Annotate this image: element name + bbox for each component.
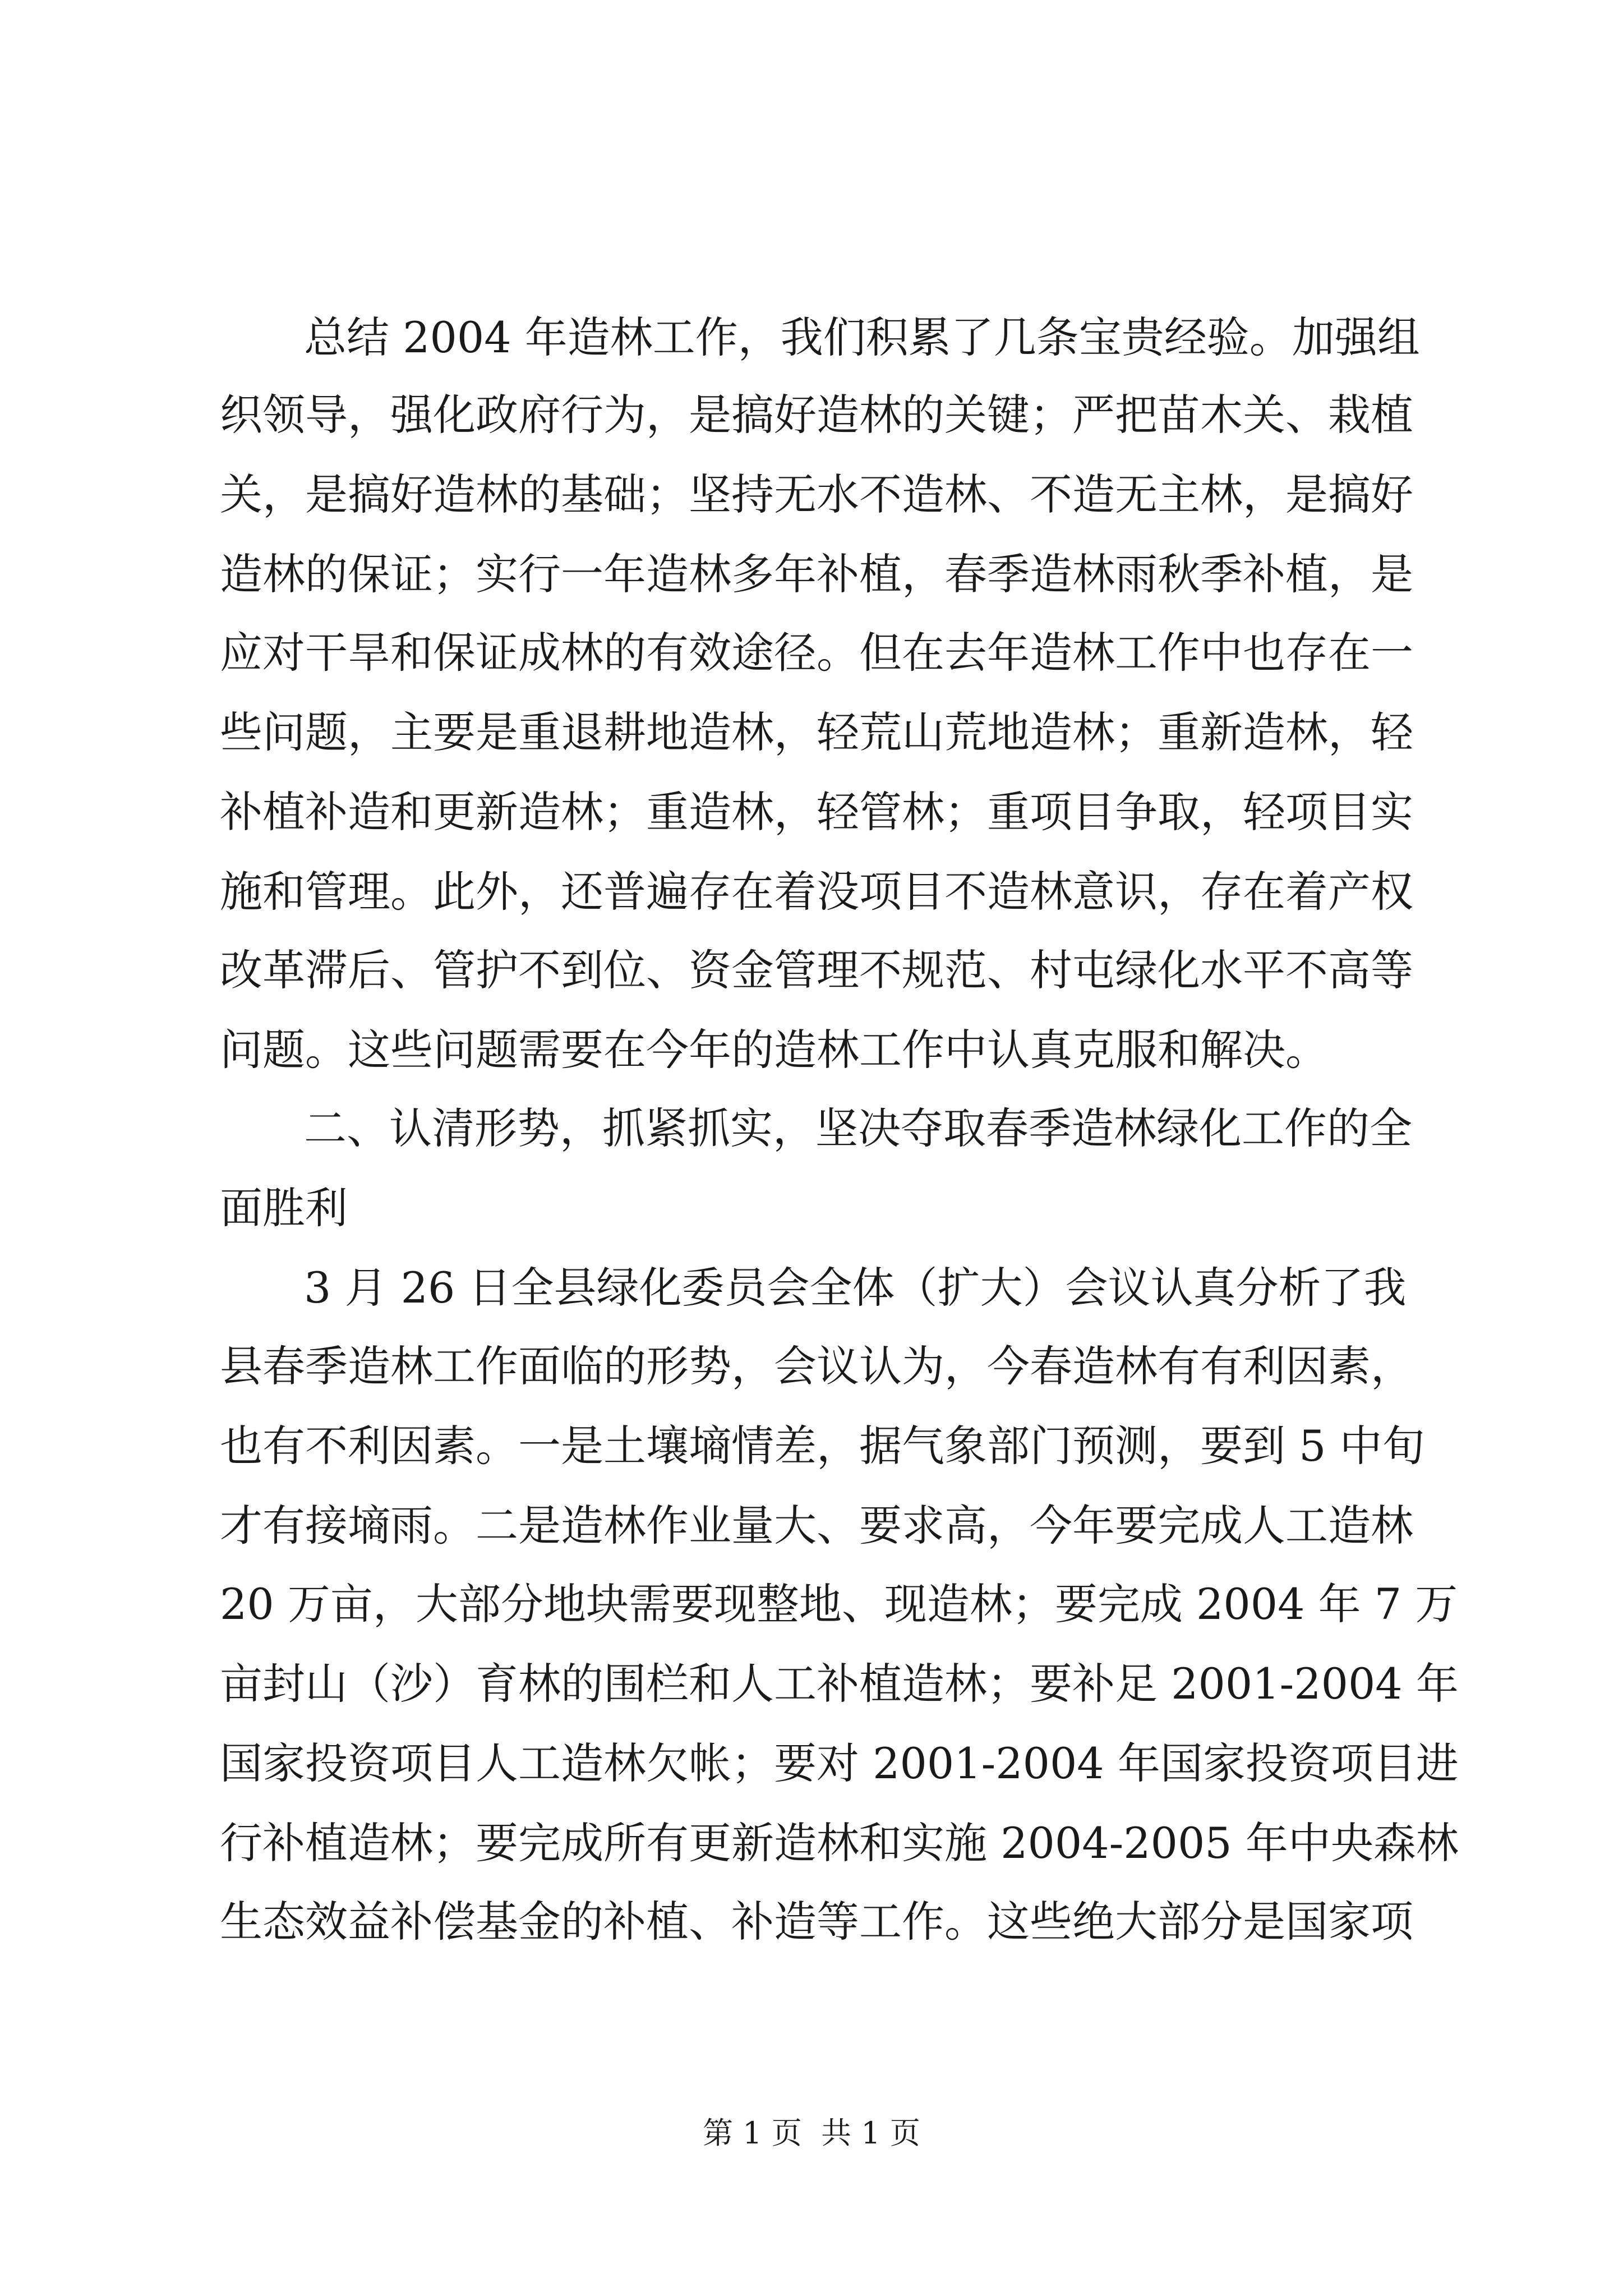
section-heading: 面胜利 bbox=[220, 1183, 348, 1233]
text-line: 施和管理。此外，还普遍存在着没项目不造林意识，存在着产权 bbox=[220, 867, 1413, 917]
section-heading: 二、认清形势，抓紧抓实，坚决夺取春季造林绿化工作的全 bbox=[304, 1103, 1412, 1153]
text-line: 也有不利因素。一是土壤墒情差，据气象部门预测，要到 5 中旬 bbox=[220, 1421, 1425, 1471]
text-line: 改革滞后、管护不到位、资金管理不规范、村屯绿化水平不高等 bbox=[220, 945, 1413, 995]
text-line: 20 万亩，大部分地块需要现整地、现造林；要完成 2004 年 7 万 bbox=[220, 1579, 1458, 1629]
text-line: 总结 2004 年造林工作，我们积累了几条宝贵经验。加强组 bbox=[304, 312, 1420, 362]
text-line: 国家投资项目人工造林欠帐；要对 2001-2004 年国家投资项目进 bbox=[220, 1738, 1459, 1788]
text-line: 才有接墒雨。二是造林作业量大、要求高，今年要完成人工造林 bbox=[220, 1501, 1413, 1550]
text-line: 应对干旱和保证成林的有效途径。但在去年造林工作中也存在一 bbox=[220, 628, 1413, 678]
text-line: 补植补造和更新造林；重造林，轻管林；重项目争取，轻项目实 bbox=[220, 787, 1413, 837]
text-line: 些问题，主要是重退耕地造林，轻荒山荒地造林；重新造林，轻 bbox=[220, 707, 1413, 757]
text-line: 县春季造林工作面临的形势，会议认为，今春造林有有利因素， bbox=[220, 1341, 1413, 1391]
page-footer: 第 1 页 共 1 页 bbox=[703, 2115, 920, 2151]
text-line: 亩封山（沙）育林的围栏和人工补植造林；要补足 2001-2004 年 bbox=[220, 1659, 1459, 1709]
text-line: 造林的保证；实行一年造林多年补植，春季造林雨秋季补植，是 bbox=[220, 549, 1413, 599]
text-line: 生态效益补偿基金的补植、补造等工作。这些绝大部分是国家项 bbox=[220, 1897, 1413, 1947]
text-line: 问题。这些问题需要在今年的造林工作中认真克服和解决。 bbox=[220, 1025, 1328, 1075]
text-line: 关，是搞好造林的基础；坚持无水不造林、不造无主林，是搞好 bbox=[220, 470, 1413, 519]
text-line: 行补植造林；要完成所有更新造林和实施 2004-2005 年中央森林 bbox=[220, 1818, 1459, 1868]
text-line: 织领导，强化政府行为，是搞好造林的关键；严把苗木关、栽植 bbox=[220, 390, 1413, 440]
text-line: 3 月 26 日全县绿化委员会全体（扩大）会议认真分析了我 bbox=[304, 1263, 1407, 1313]
